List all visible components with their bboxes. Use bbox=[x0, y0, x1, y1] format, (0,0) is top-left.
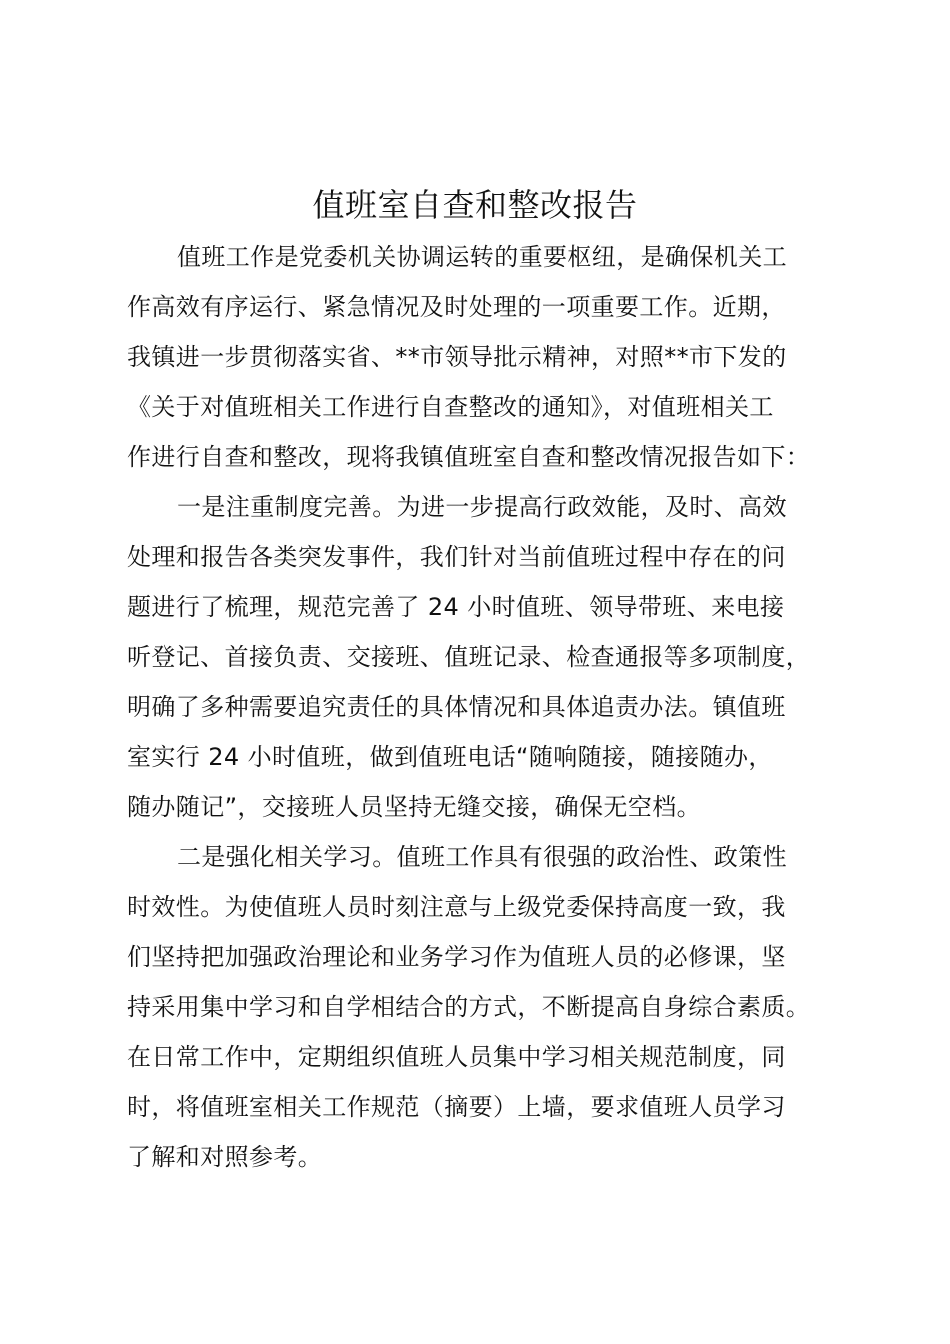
text-line: 时，将值班室相关工作规范（摘要）上墙，要求值班人员学习 bbox=[127, 1093, 786, 1121]
text-line: 值班工作是党委机关协调运转的重要枢纽，是确保机关工 bbox=[177, 243, 787, 271]
text-line: 题进行了梳理，规范完善了 24 小时值班、领导带班、来电接 bbox=[127, 593, 785, 621]
document-title: 值班室自查和整改报告 bbox=[312, 186, 638, 224]
text-line: 作高效有序运行、紧急情况及时处理的一项重要工作。近期， bbox=[127, 293, 786, 321]
text-line: 们坚持把加强政治理论和业务学习作为值班人员的必修课，坚 bbox=[127, 943, 786, 971]
text-line: 了解和对照参考。 bbox=[127, 1143, 323, 1171]
text-line: 二是强化相关学习。值班工作具有很强的政治性、政策性 bbox=[177, 843, 787, 871]
text-line: 一是注重制度完善。为进一步提高行政效能，及时、高效 bbox=[177, 493, 787, 521]
text-line: 处理和报告各类突发事件，我们针对当前值班过程中存在的问 bbox=[127, 543, 786, 571]
text-line: 作进行自查和整改，现将我镇值班室自查和整改情况报告如下： bbox=[127, 443, 811, 471]
text-line: 我镇进一步贯彻落实省、**市领导批示精神，对照**市下发的 bbox=[127, 343, 787, 371]
text-line: 听登记、首接负责、交接班、值班记录、检查通报等多项制度， bbox=[127, 643, 811, 671]
paragraph-study bbox=[127, 832, 837, 1182]
text-line: 《关于对值班相关工作进行自查整改的通知》，对值班相关工 bbox=[127, 393, 774, 421]
paragraph-intro bbox=[127, 232, 837, 482]
text-line: 在日常工作中，定期组织值班人员集中学习相关规范制度，同 bbox=[127, 1043, 786, 1071]
text-line: 明确了多种需要追究责任的具体情况和具体追责办法。镇值班 bbox=[127, 693, 786, 721]
text-line: 室实行 24 小时值班，做到值班电话“随响随接，随接随办， bbox=[127, 743, 773, 771]
document-body bbox=[127, 232, 837, 1182]
paragraph-system-improvement bbox=[127, 482, 837, 832]
text-line: 随办随记”，交接班人员坚持无缝交接，确保无空档。 bbox=[127, 793, 702, 821]
text-line: 时效性。为使值班人员时刻注意与上级党委保持高度一致，我 bbox=[127, 893, 786, 921]
text-line: 持采用集中学习和自学相结合的方式，不断提高自身综合素质。 bbox=[127, 993, 811, 1021]
